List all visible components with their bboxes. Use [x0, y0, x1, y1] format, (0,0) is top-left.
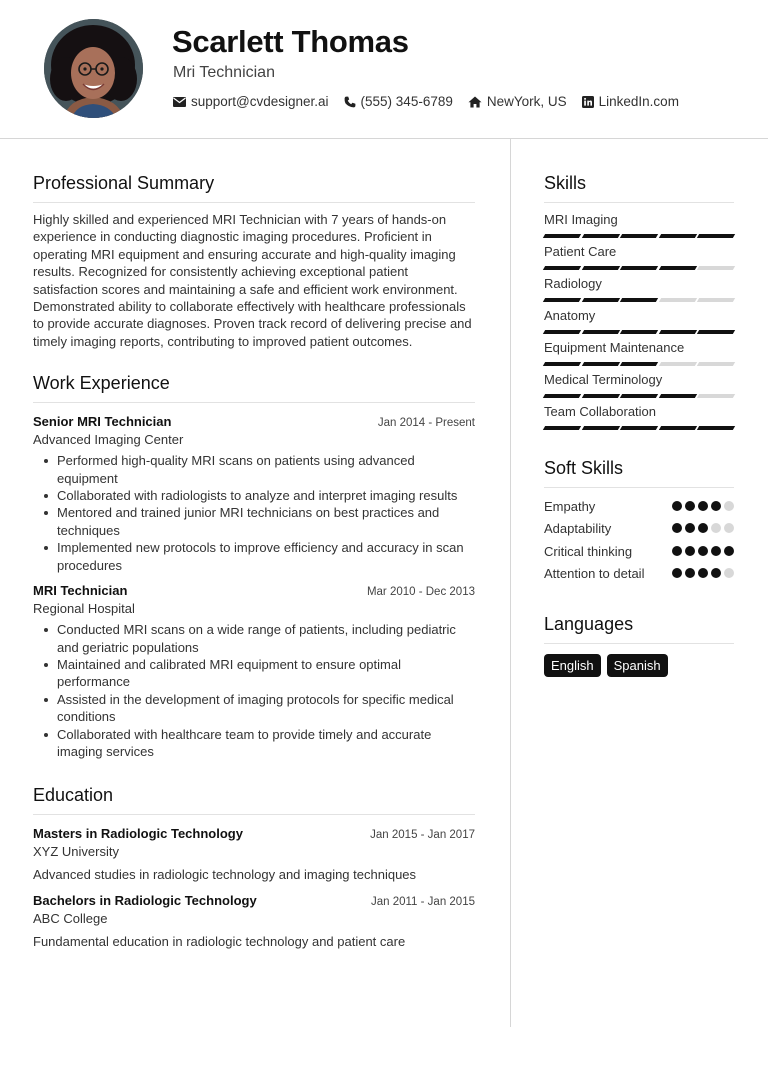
- rating-dot: [698, 568, 708, 578]
- rating-dot: [698, 523, 708, 533]
- skill-level-segment: [543, 330, 581, 334]
- skill-level-segment: [659, 298, 697, 302]
- skill-name: Medical Terminology: [544, 372, 663, 387]
- skill-level-bar: [544, 330, 734, 334]
- skill-level-segment: [543, 426, 581, 430]
- skill-level-segment: [659, 394, 697, 398]
- experience-section: [33, 372, 475, 760]
- rating-dot: [685, 501, 695, 511]
- home-icon: [468, 96, 482, 108]
- education-entry: [33, 892, 475, 951]
- linkedin-icon: [582, 96, 594, 108]
- contact-email[interactable]: [173, 94, 329, 109]
- job-title: MRI Technician: [33, 583, 128, 599]
- skill-name: Team Collaboration: [544, 404, 657, 419]
- education-entry: [33, 825, 475, 884]
- email-text: support@cvdesigner.ai: [191, 94, 329, 109]
- side-column: [544, 172, 734, 677]
- skill-level-segment: [581, 394, 619, 398]
- bullet-item: Conducted MRI scans on a wide range of patients, including pediatric and geriatric populations: [33, 621, 475, 656]
- rating-dot: [672, 546, 682, 556]
- envelope-icon: [173, 97, 186, 107]
- skill-level-segment: [620, 362, 658, 366]
- bullet-item: Performed high-quality MRI scans on patients using advanced equipment: [33, 452, 475, 487]
- bullet-item: Collaborated with radiologists to analyze and interpret imaging results: [33, 487, 475, 504]
- skill-level-bar: [544, 298, 734, 302]
- job-entry: [33, 582, 475, 760]
- rating-dot: [724, 501, 734, 511]
- skills-section: [544, 172, 734, 435]
- bullet-item: Maintained and calibrated MRI equipment to ensure optimal performance: [33, 656, 475, 691]
- soft-skill-rating: [672, 546, 734, 556]
- job-dates: Mar 2010 - Dec 2013: [366, 586, 475, 599]
- education-section: [33, 784, 475, 951]
- language-badge: Spanish: [607, 654, 668, 677]
- soft-skill-rating: [672, 501, 734, 511]
- skill-level-segment: [543, 234, 581, 238]
- experience-heading: Work Experience: [33, 372, 475, 403]
- skill-level-bar: [544, 234, 734, 238]
- rating-dot: [711, 523, 721, 533]
- skill-level-bar: [544, 426, 734, 430]
- main-column: [33, 172, 475, 951]
- rating-dot: [672, 523, 682, 533]
- soft-skill-name: Adaptability: [544, 521, 612, 537]
- skill-level-segment: [659, 234, 697, 238]
- language-badge: English: [544, 654, 601, 677]
- skills-list: [544, 211, 734, 435]
- skill-level-bar: [544, 394, 734, 398]
- degree-title: Masters in Radiologic Technology: [33, 826, 243, 842]
- skill-name: Radiology: [544, 276, 602, 291]
- soft-skills-section: [544, 457, 734, 583]
- contact-phone[interactable]: [344, 94, 453, 109]
- summary-heading: Professional Summary: [33, 172, 475, 203]
- skill-level-segment: [697, 426, 735, 430]
- skill-level-bar: [544, 362, 734, 366]
- skill-level-segment: [697, 330, 735, 334]
- education-header: [33, 892, 475, 910]
- skill-level-segment: [659, 362, 697, 366]
- skill-level-segment: [543, 298, 581, 302]
- skill-level-segment: [697, 394, 735, 398]
- rating-dot: [724, 568, 734, 578]
- candidate-name: Scarlett Thomas: [172, 24, 409, 59]
- contact-linkedin[interactable]: [582, 94, 679, 109]
- skill-level-segment: [620, 330, 658, 334]
- bullet-item: Mentored and trained junior MRI technicians on best practices and techniques: [33, 504, 475, 539]
- skill-level-segment: [581, 362, 619, 366]
- education-description: Advanced studies in radiologic technology and imaging techniques: [33, 867, 417, 883]
- job-header: [33, 582, 475, 600]
- soft-skill-item: [544, 543, 734, 560]
- soft-skill-rating: [672, 523, 734, 533]
- rating-dot: [724, 546, 734, 556]
- education-description: Fundamental education in radiologic technology and patient care: [33, 934, 406, 950]
- skill-level-segment: [697, 266, 735, 270]
- soft-skills-heading: Soft Skills: [544, 457, 734, 488]
- skill-level-segment: [581, 234, 619, 238]
- resume-header: [0, 0, 768, 139]
- degree-title: Bachelors in Radiologic Technology: [33, 893, 257, 909]
- summary-section: [33, 172, 475, 350]
- skill-item: [544, 339, 734, 371]
- rating-dot: [672, 501, 682, 511]
- avatar-portrait-icon: [44, 19, 143, 118]
- contact-bar: [173, 94, 694, 109]
- soft-skill-item: [544, 498, 734, 515]
- rating-dot: [698, 501, 708, 511]
- skill-level-segment: [581, 330, 619, 334]
- skill-level-bar: [544, 266, 734, 270]
- contact-location: [468, 94, 567, 109]
- languages-section: [544, 613, 734, 677]
- skill-item: [544, 371, 734, 403]
- languages-heading: Languages: [544, 613, 734, 644]
- job-entry: [33, 413, 475, 574]
- rating-dot: [685, 546, 695, 556]
- skill-level-segment: [620, 266, 658, 270]
- education-header: [33, 825, 475, 843]
- skill-name: Anatomy: [544, 308, 596, 323]
- job-org: Regional Hospital: [33, 601, 135, 617]
- skill-level-segment: [697, 298, 735, 302]
- education-dates: Jan 2011 - Jan 2015: [370, 896, 475, 909]
- soft-skill-name: Empathy: [544, 499, 596, 514]
- linkedin-text: LinkedIn.com: [598, 94, 679, 109]
- skill-level-segment: [543, 266, 581, 270]
- bullet-item: Assisted in the development of imaging protocols for specific medical conditions: [33, 691, 475, 726]
- skill-level-segment: [620, 426, 658, 430]
- skill-item: [544, 211, 734, 243]
- rating-dot: [711, 568, 721, 578]
- job-header: [33, 413, 475, 431]
- skill-level-segment: [543, 394, 581, 398]
- soft-skill-item: [544, 565, 734, 582]
- skill-level-segment: [697, 362, 735, 366]
- soft-skill-name: Attention to detail: [544, 566, 645, 582]
- phone-text: (555) 345-6789: [360, 94, 453, 109]
- skill-level-segment: [659, 266, 697, 270]
- rating-dot: [698, 546, 708, 556]
- education-dates: Jan 2015 - Jan 2017: [370, 829, 475, 842]
- bullet-item: Collaborated with healthcare team to provide timely and accurate imaging services: [33, 726, 475, 761]
- education-heading: Education: [33, 784, 475, 815]
- skills-heading: Skills: [544, 172, 734, 203]
- soft-skill-rating: [672, 568, 734, 578]
- skill-level-segment: [543, 362, 581, 366]
- soft-skill-item: [544, 520, 734, 537]
- skill-level-segment: [581, 298, 619, 302]
- school-name: XYZ University: [33, 844, 119, 860]
- skill-item: [544, 275, 734, 307]
- skill-level-segment: [659, 330, 697, 334]
- column-divider: [510, 139, 511, 1027]
- skill-level-segment: [620, 234, 658, 238]
- skill-name: MRI Imaging: [544, 212, 618, 227]
- job-dates: Jan 2014 - Present: [377, 417, 475, 430]
- location-text: NewYork, US: [486, 94, 567, 109]
- skill-item: [544, 403, 734, 435]
- rating-dot: [672, 568, 682, 578]
- candidate-title: Mri Technician: [173, 64, 275, 81]
- rating-dot: [724, 523, 734, 533]
- soft-skills-list: [544, 498, 734, 583]
- skill-level-segment: [697, 234, 735, 238]
- rating-dot: [685, 568, 695, 578]
- skill-level-segment: [581, 266, 619, 270]
- skill-level-segment: [581, 426, 619, 430]
- languages-list: [544, 654, 734, 677]
- job-title: Senior MRI Technician: [33, 414, 172, 430]
- soft-skill-name: Critical thinking: [544, 543, 633, 559]
- profile-photo: [44, 19, 143, 118]
- phone-icon: [344, 96, 356, 108]
- job-bullets: [33, 452, 475, 574]
- skill-level-segment: [659, 426, 697, 430]
- summary-text: Highly skilled and experienced MRI Technician with 7 years of hands-on experience in conducting diagnostic imaging procedures. Proficient in operating MRI equipment and ensuring accurate and high-quality imaging results. Recognized for consistently achieving exceptional patient satisfaction scores and maintaining a safe and efficient work environment. Demonstrated ability to collaborate effectively with healthcare professionals to provide accurate diagnoses. Proven track record of delivering precise and timely imaging reports, contributing to improved patient outcomes.: [33, 212, 472, 349]
- rating-dot: [711, 501, 721, 511]
- rating-dot: [711, 546, 721, 556]
- skill-level-segment: [620, 394, 658, 398]
- skill-item: [544, 307, 734, 339]
- skill-name: Patient Care: [544, 244, 617, 259]
- skill-item: [544, 243, 734, 275]
- skill-level-segment: [620, 298, 658, 302]
- job-org: Advanced Imaging Center: [33, 432, 184, 448]
- rating-dot: [685, 523, 695, 533]
- school-name: ABC College: [33, 911, 108, 927]
- job-bullets: [33, 621, 475, 760]
- bullet-item: Implemented new protocols to improve efficiency and accuracy in scan procedures: [33, 539, 475, 574]
- skill-name: Equipment Maintenance: [544, 340, 685, 355]
